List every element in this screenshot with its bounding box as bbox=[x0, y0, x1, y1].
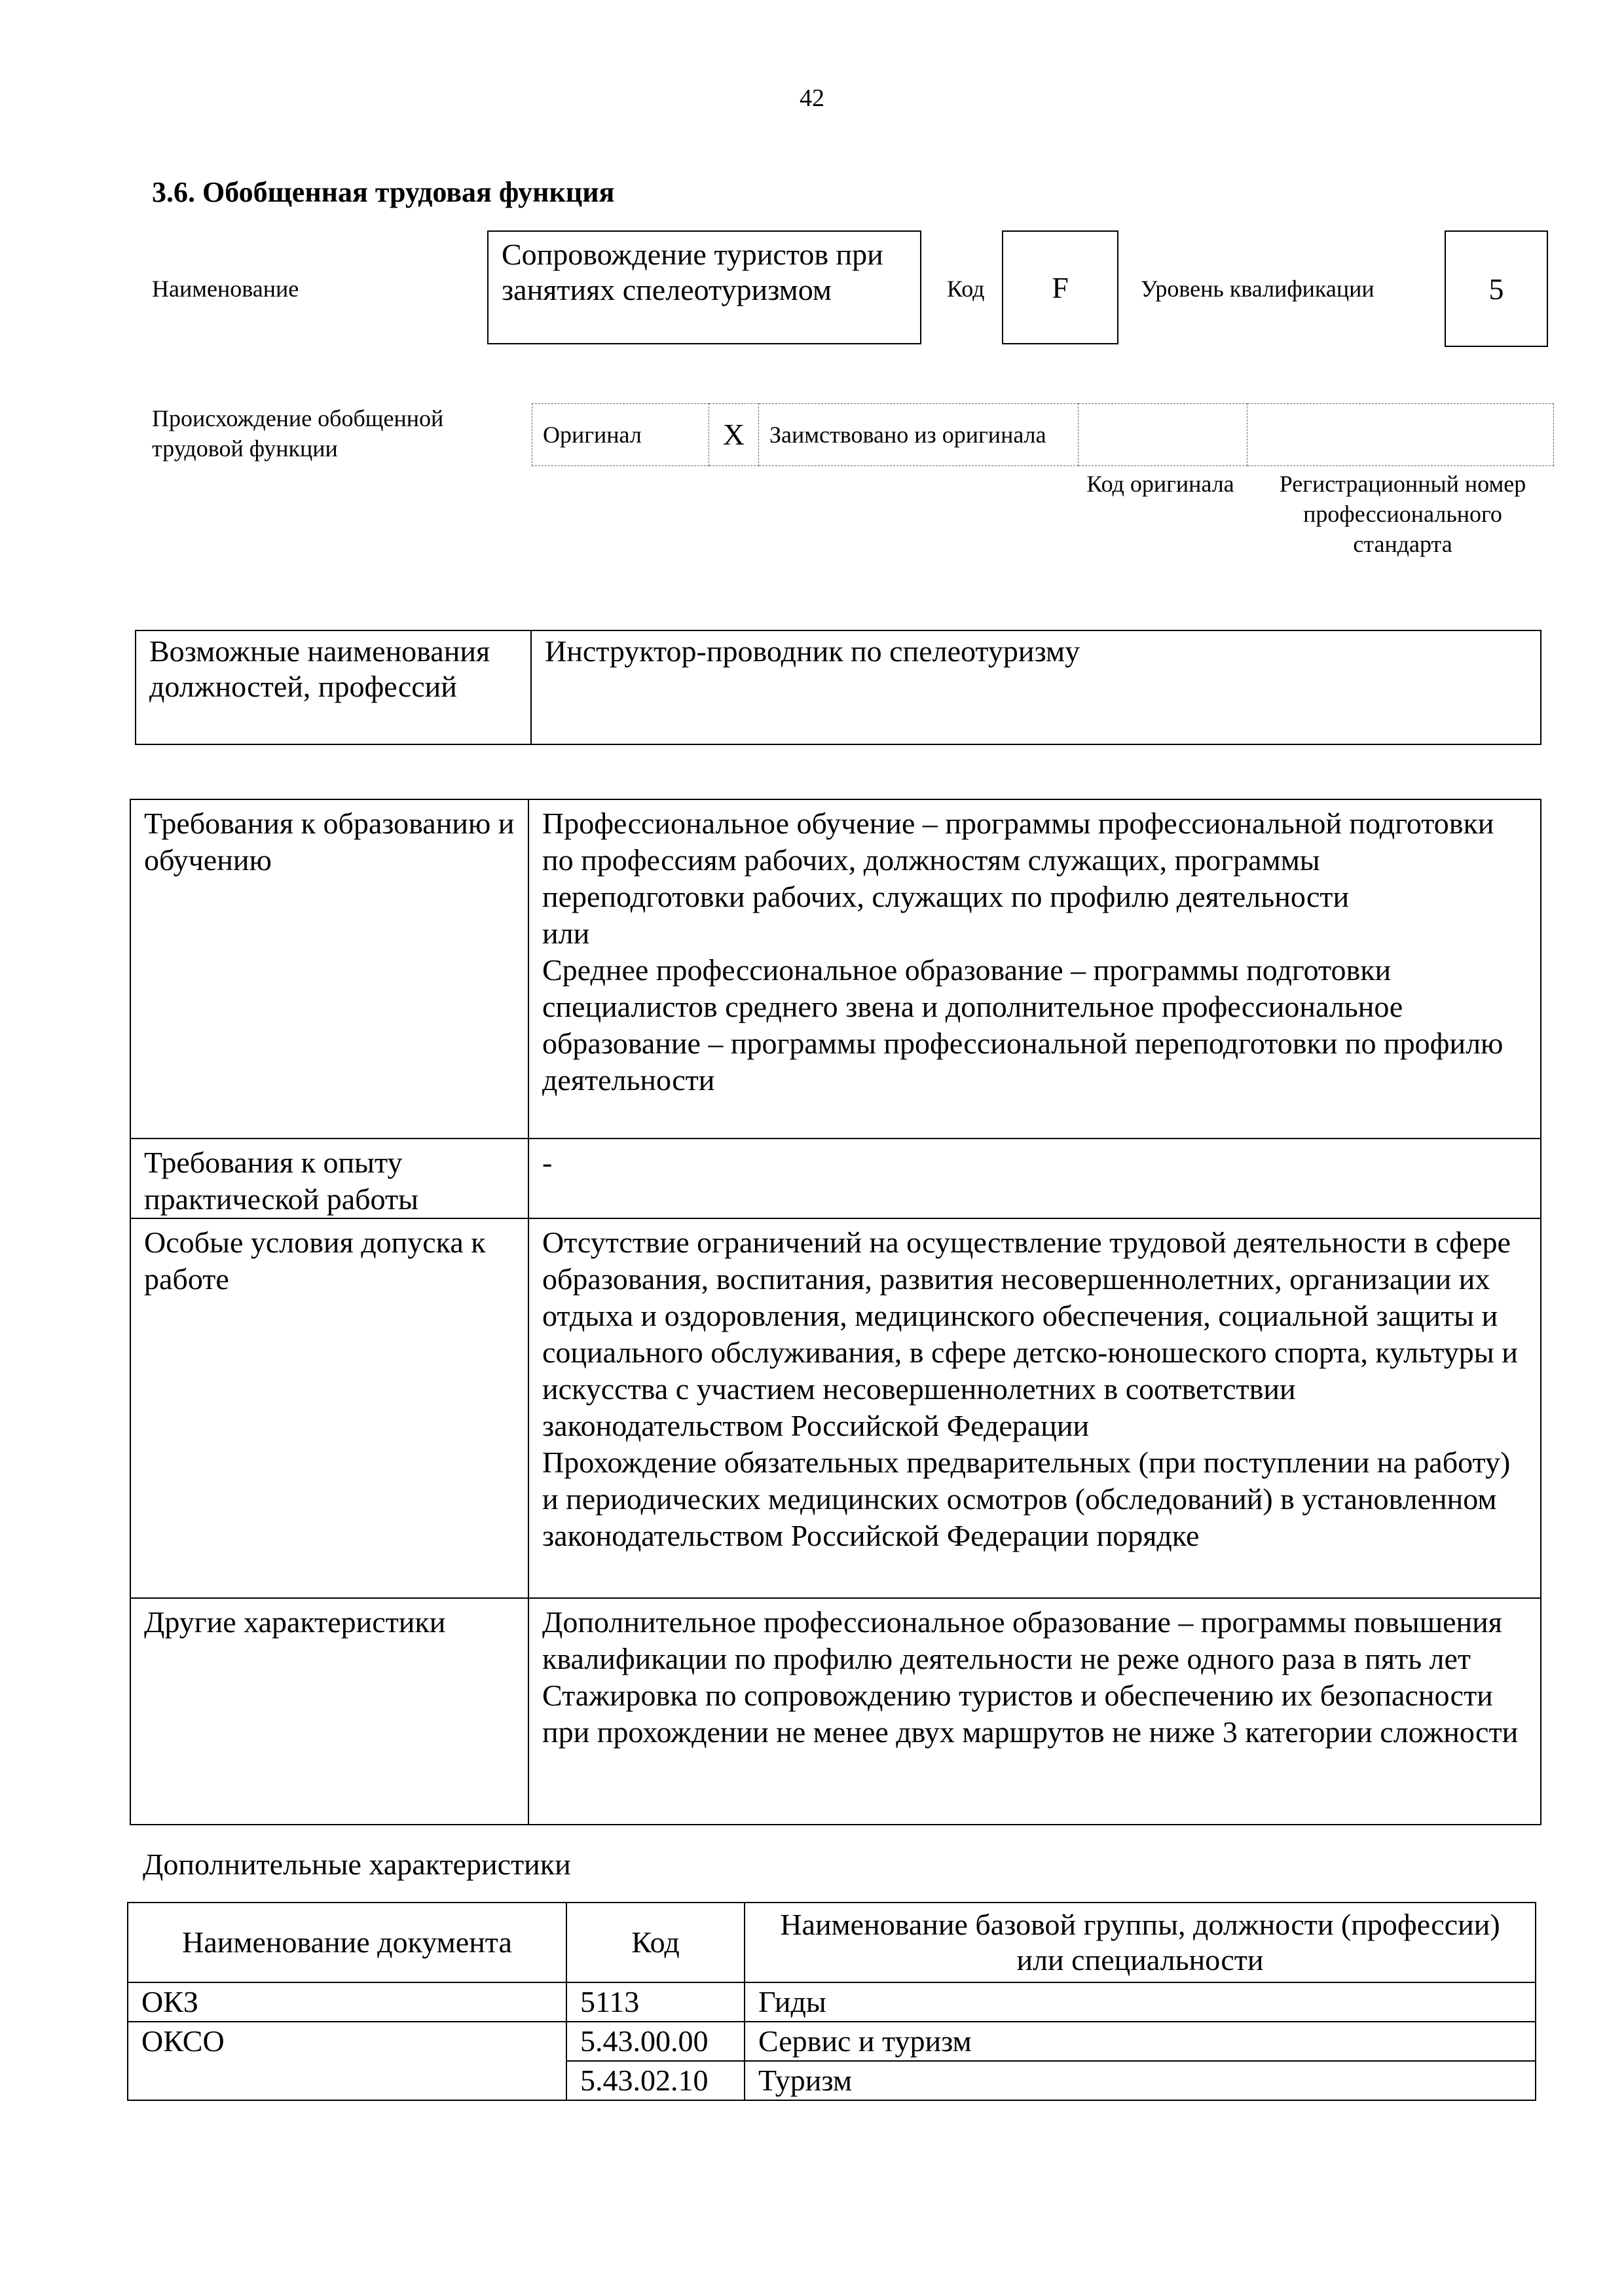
origin-borrowed-cell bbox=[759, 404, 1079, 466]
table-header-row bbox=[128, 1903, 1536, 1982]
header-name: Наименование базовой группы, должности (профессии) или специальности bbox=[745, 1903, 1536, 1982]
row-name: Сервис и туризм bbox=[745, 2022, 1536, 2061]
requirements-table bbox=[130, 799, 1541, 1825]
name-value-box bbox=[487, 230, 921, 344]
positions-label-cell bbox=[136, 630, 531, 744]
level-label: Уровень квалификации bbox=[1141, 276, 1375, 302]
origin-original-cell bbox=[532, 404, 709, 466]
row-code: 5113 bbox=[566, 1982, 745, 2022]
code-label: Код bbox=[947, 276, 985, 302]
reg-number-caption: Регистрационный номер профессионального стандарта bbox=[1279, 471, 1526, 557]
requirement-label-cell bbox=[130, 1139, 528, 1218]
page-number: 42 bbox=[800, 84, 824, 112]
borrowed-label: Заимствовано из оригинала bbox=[769, 422, 1046, 448]
requirement-label: Требования к опыту практической работы bbox=[144, 1146, 418, 1216]
code-value: F bbox=[1052, 270, 1069, 304]
additional-title: Дополнительные характеристики bbox=[143, 1848, 571, 1881]
table-row bbox=[128, 2022, 1536, 2061]
requirement-label-cell bbox=[130, 1218, 528, 1598]
level-value: 5 bbox=[1488, 272, 1504, 306]
positions-label: Возможные наименования должностей, профессий bbox=[149, 634, 490, 703]
requirement-value: - bbox=[528, 1139, 1541, 1218]
requirement-label-cell bbox=[130, 799, 528, 1139]
original-mark: X bbox=[722, 418, 745, 451]
requirement-row bbox=[130, 1139, 1541, 1218]
header-code: Код bbox=[566, 1903, 745, 1982]
requirement-value: Дополнительное профессиональное образование – программы повышения квалификации по профилю деятельности не реже одного раза в пять лет Стажировка по сопровождению туристов и обеспечению их безопасности при прохождении не менее двух маршрутов не ниже 3 категории сложности bbox=[528, 1598, 1541, 1825]
name-value: Сопровождение туристов при занятиях спелеотуризмом bbox=[502, 238, 883, 306]
row-doc: ОКЗ bbox=[128, 1982, 566, 2022]
header-doc: Наименование документа bbox=[128, 1903, 566, 1982]
requirement-label: Другие характеристики bbox=[144, 1605, 446, 1639]
row-name: Гиды bbox=[745, 1982, 1536, 2022]
requirement-label: Особые условия допуска к работе bbox=[144, 1226, 486, 1296]
row-code: 5.43.02.10 bbox=[566, 2061, 745, 2100]
original-label: Оригинал bbox=[543, 422, 642, 448]
requirement-row bbox=[130, 799, 1541, 1139]
requirement-value: Профессиональное обучение – программы профессиональной подготовки по профессиям рабочих, должностям служащих, программы переподготовки рабочих, служащих по профилю деятельности или Среднее профессиональное образование – программы подготовки специалистов среднего звена и дополнительное профессиональное образование – программы профессиональной переподготовки по профилю деятельности bbox=[528, 799, 1541, 1139]
origin-mark-cell bbox=[709, 404, 759, 466]
positions-value: Инструктор-проводник по спелеотуризму bbox=[545, 634, 1080, 668]
origin-table bbox=[532, 403, 1554, 466]
section-title: 3.6. Обобщенная трудовая функция bbox=[152, 176, 615, 208]
requirement-row bbox=[130, 1218, 1541, 1598]
row-name: Туризм bbox=[745, 2061, 1536, 2100]
origin-label: Происхождение обобщенной трудовой функции bbox=[152, 405, 444, 462]
origin-code-cell bbox=[1079, 404, 1247, 466]
requirement-value: Отсутствие ограничений на осуществление трудовой деятельности в сфере образования, воспитания, развития несовершеннолетних, организации их отдыха и оздоровления, медицинского обеспечения, социальной защиты и социального обслуживания, в сфере детско-юношеского спорта, культуры и искусства с участием несовершеннолетних в соответствии законодательством Российской Федерации Прохождение обязательных предварительных (при поступлении на работу) и периодических медицинских осмотров (обследований) в установленном законодательством Российской Федерации порядке bbox=[528, 1218, 1541, 1598]
positions-table bbox=[135, 630, 1541, 745]
code-original-caption: Код оригинала bbox=[1086, 471, 1234, 497]
additional-table bbox=[127, 1902, 1536, 2101]
code-value-box bbox=[1002, 230, 1118, 344]
positions-value-cell bbox=[531, 630, 1541, 744]
requirement-label-cell bbox=[130, 1598, 528, 1825]
origin-reg-cell bbox=[1247, 404, 1554, 466]
row-doc: ОКСО bbox=[128, 2022, 566, 2100]
row-code: 5.43.00.00 bbox=[566, 2022, 745, 2061]
requirement-label: Требования к образованию и обучению bbox=[144, 807, 515, 877]
table-row bbox=[128, 1982, 1536, 2022]
requirement-row bbox=[130, 1598, 1541, 1825]
level-value-box bbox=[1445, 230, 1548, 347]
name-label: Наименование bbox=[152, 276, 299, 302]
